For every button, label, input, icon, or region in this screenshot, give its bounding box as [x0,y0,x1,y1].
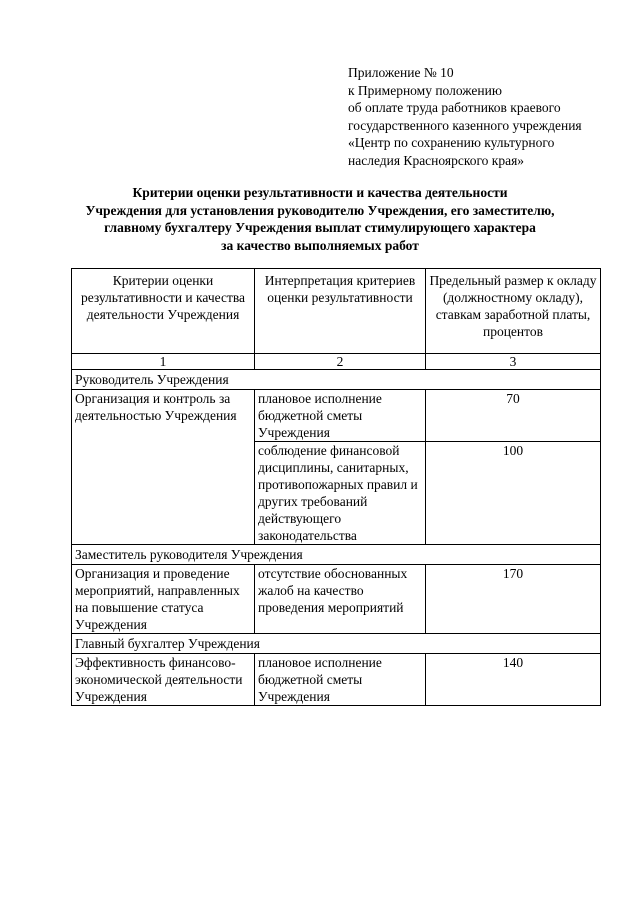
column-number: 3 [426,354,601,370]
appendix-line: Приложение № 10 [348,65,454,80]
interpretation-cell: соблюдение финансовой дисциплины, санитарных, противопожарных правил и других требований действующего законодательства [255,442,426,545]
table-row [72,442,601,545]
value-cell: 170 [426,565,601,634]
criterion-cell: Организация и контроль за деятельностью Учреждения [72,390,255,442]
header-criteria: Критерии оценки результативности и качества деятельности Учреждения [72,269,255,354]
section-row [72,634,601,654]
value-cell: 100 [426,442,601,545]
table-row [72,654,601,706]
title-line: главному бухгалтеру Учреждения выплат стимулирующего характера [104,220,536,235]
column-number-row [72,354,601,370]
appendix-line: государственного казенного учреждения [348,117,582,133]
interpretation-cell: плановое исполнение бюджетной сметы Учреждения [255,654,426,706]
table-row [72,565,601,634]
appendix-line: наследия Красноярского края» [348,152,525,168]
value-cell: 140 [426,654,601,706]
criterion-cell: Эффективность финансово-экономической деятельности Учреждения [72,654,255,706]
appendix-line: «Центр по сохранению культурного [348,135,555,150]
appendix-line: об оплате труда работников краевого [348,100,561,115]
value-cell: 70 [426,390,601,442]
appendix-header [348,64,633,169]
section-row [72,545,601,565]
interpretation-cell: отсутствие обоснованных жалоб на качество проведения мероприятий [255,565,426,634]
column-number: 2 [255,354,426,370]
title-line: Критерии оценки результативности и качества деятельности [132,185,508,200]
interpretation-cell: плановое исполнение бюджетной сметы Учреждения [255,390,426,442]
table-row [72,390,601,442]
column-number: 1 [72,354,255,370]
table-header-row [72,269,601,354]
section-title-deputy: Заместитель руководителя Учреждения [72,545,601,565]
criteria-table [71,268,601,706]
title-line: за качество выполняемых работ [221,237,419,253]
section-title-head: Руководитель Учреждения [72,370,601,390]
section-row [72,370,601,390]
appendix-line: к Примерному положению [348,82,502,98]
header-interpretation: Интерпретация критериев оценки результативности [255,269,426,354]
section-title-accountant: Главный бухгалтер Учреждения [72,634,601,654]
title-line: Учреждения для установления руководителю Учреждения, его заместителю, [85,202,555,218]
criterion-cell-continued [72,442,255,545]
criterion-cell: Организация и проведение мероприятий, направленных на повышение статуса Учреждения [72,565,255,634]
header-max-size: Предельный размер к окладу (должностному окладу), ставкам заработной платы, процентов [426,269,601,354]
document-title [0,184,640,254]
